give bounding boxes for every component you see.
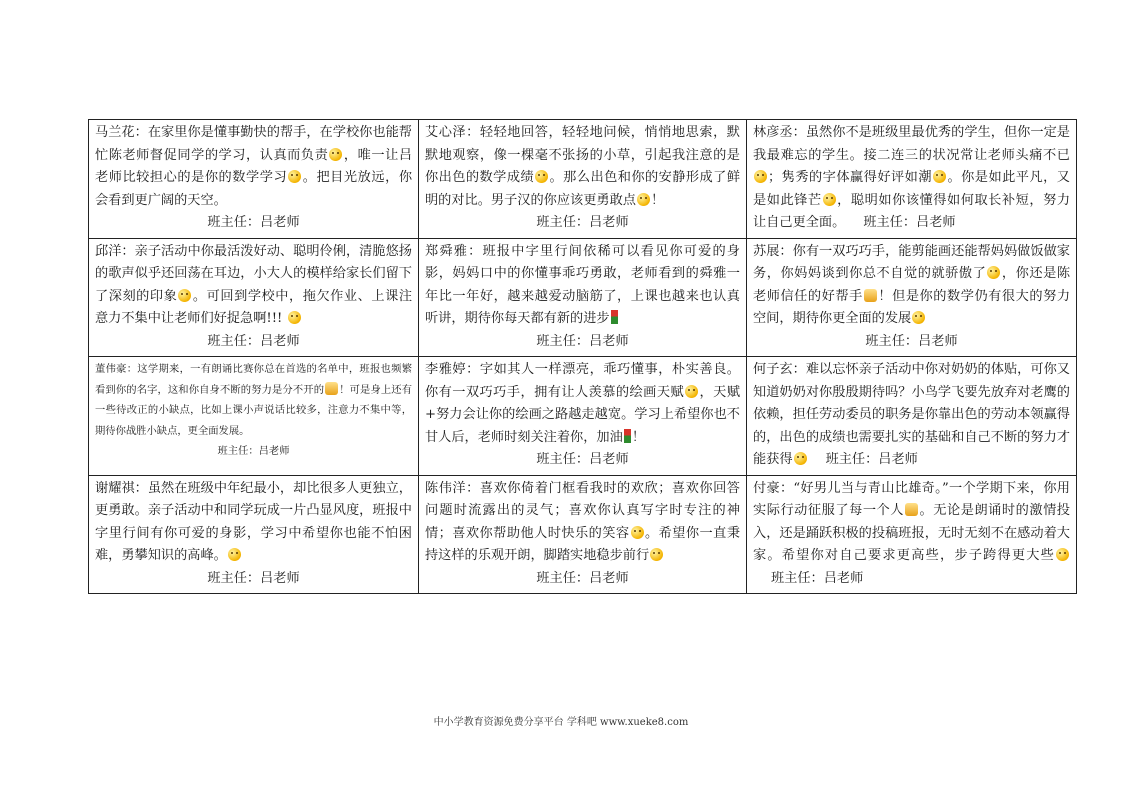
smile-icon bbox=[987, 266, 1000, 279]
comment-cell bbox=[747, 475, 1077, 594]
comment-text bbox=[95, 125, 412, 208]
comment-text bbox=[425, 244, 740, 327]
smile-icon bbox=[754, 170, 767, 183]
comment-text-fragment: 付豪：“好男儿当与青山比雄奇。”一个学期下来，你用实际行动征服了每一个人 bbox=[753, 480, 1070, 518]
comment-cell bbox=[419, 357, 747, 476]
footer-source: 中小学教育资源免费分享平台 学科吧 www.xueke8.com bbox=[433, 717, 689, 728]
comment-text bbox=[95, 363, 412, 437]
teacher-signature: 班主任：吕老师 bbox=[536, 215, 629, 230]
smile-icon bbox=[794, 452, 807, 465]
comment-text-fragment: ！可是身上还有一些待改正的小缺点，比如上课小声说话比较多，注意力不集中等，期待你战胜小缺点，更全面发展。 bbox=[95, 383, 413, 437]
comment-text-fragment: 李雅婷：字如其人一样漂亮，乖巧懂事，朴实善良。你有一双巧巧手，拥有让人羡慕的绘画天赋 bbox=[425, 362, 740, 400]
comment-text-fragment: 苏展：你有一双巧巧手，能剪能画还能帮妈妈做饭做家务，你妈妈谈到你总不自觉的就骄傲了 bbox=[753, 243, 1070, 281]
smile-icon bbox=[823, 193, 836, 206]
smile-icon bbox=[637, 193, 650, 206]
comment-text-fragment: 。你是如此平凡，又是如此锋芒 bbox=[753, 170, 1070, 208]
comment-cell bbox=[89, 120, 419, 239]
comment-text-fragment: 林彦丞：虽然你不是班级里最优秀的学生，但你一定是我最难忘的学生。接二连三的状况常让老师头痛不已 bbox=[753, 125, 1070, 163]
comment-cell bbox=[419, 120, 747, 239]
table-row bbox=[89, 357, 1077, 476]
comment-cell bbox=[89, 475, 419, 594]
comment-cell bbox=[747, 120, 1077, 239]
comment-text-fragment: ！ bbox=[651, 192, 665, 208]
smile-icon bbox=[912, 311, 925, 324]
comment-text-fragment: ；隽秀的字体赢得好评如潮 bbox=[768, 170, 932, 185]
teacher-signature: 班主任：吕老师 bbox=[865, 333, 958, 349]
comment-text bbox=[95, 481, 412, 564]
table-row bbox=[89, 238, 1077, 357]
comment-text bbox=[425, 362, 740, 445]
comment-text-fragment: 。希望你一直秉持这样的乐观开朗，脚踏实地稳步前行 bbox=[425, 525, 741, 563]
comment-text-fragment: 邱洋：亲子活动中你最活泼好动、聪明伶俐，清脆悠扬的歌声似乎还回荡在耳边，小大人的模样给家长们留下了深刻的印象 bbox=[95, 243, 412, 304]
comment-cell bbox=[419, 475, 747, 594]
comment-cell bbox=[89, 357, 419, 476]
comment-text bbox=[753, 244, 1070, 327]
smile-icon bbox=[685, 385, 698, 398]
smile-icon bbox=[650, 548, 663, 561]
comment-text-fragment: 何子玄：难以忘怀亲子活动中你对奶奶的体贴，可你又知道奶奶对你殷殷期待吗？小鸟学飞要先放弃对老鹰的依赖，担任劳动委员的职务是你靠出色的劳动本领赢得的，出色的成绩也需要扎实的基础和自己不断的努力才能获得 bbox=[753, 362, 1070, 467]
comment-text-fragment: ，唯一让吕老师比较担心的是你的数学学习 bbox=[95, 147, 413, 185]
smile-icon bbox=[1056, 548, 1069, 561]
rose-icon bbox=[624, 429, 631, 443]
teacher-signature: 班主任：吕老师 bbox=[863, 215, 956, 230]
comments-table bbox=[88, 119, 1077, 594]
teacher-signature: 班主任：吕老师 bbox=[536, 570, 629, 586]
table-row bbox=[89, 475, 1077, 594]
smile-icon bbox=[178, 289, 191, 302]
comment-text-fragment: 马兰花：在家里你是懂事勤快的帮手，在学校你也能帮忙陈老师督促同学的学习，认真而负责 bbox=[95, 125, 412, 163]
comment-text-fragment: 艾心泽：轻轻地回答，轻轻地问候，悄悄地思索，默默地观察，像一棵毫不张扬的小草，引起我注意的是你出色的数学成绩 bbox=[425, 125, 740, 185]
comment-text bbox=[425, 481, 740, 564]
smile-icon bbox=[933, 170, 946, 183]
table-row bbox=[89, 120, 1077, 239]
comment-text-fragment: 。把目光放远，你会看到更广阔的天空。 bbox=[95, 170, 413, 208]
comment-cell bbox=[747, 357, 1077, 476]
comment-text-fragment: 董伟豪：这学期来，一有朗诵比赛你总在首选的名单中，班报也频繁看到你的名字，这和你自身不断的努力是分不开的 bbox=[95, 363, 412, 396]
teacher-signature: 班主任：吕老师 bbox=[825, 452, 918, 467]
comment-text bbox=[425, 125, 740, 208]
smile-icon bbox=[288, 311, 301, 324]
teacher-signature: 班主任：吕老师 bbox=[771, 570, 864, 586]
comment-text bbox=[95, 244, 412, 327]
comment-text-fragment: 。无论是朗诵时的激情投入，还是踊跃积极的投稿班报，无时无刻不在感动着大家。希望你对自己要求更高些，步子跨得更大些 bbox=[753, 503, 1070, 563]
smile-icon bbox=[329, 148, 342, 161]
smile-icon bbox=[631, 526, 644, 539]
comment-text-fragment: 郑舜雅：班报中字里行间依稀可以看见你可爱的身影，妈妈口中的你懂事乖巧勇敢，老师看到的舜雅一年比一年好，越来越爱动脑筋了，上课也越来也认真听讲，期待你每天都有新的进步 bbox=[425, 243, 740, 326]
thumbs-up-icon bbox=[864, 289, 877, 302]
rose-icon bbox=[611, 310, 618, 324]
comment-text-fragment: ！ bbox=[631, 429, 645, 445]
comment-cell bbox=[419, 238, 747, 357]
teacher-signature: 班主任：吕老师 bbox=[207, 333, 300, 349]
smile-icon bbox=[535, 170, 548, 183]
smile-icon bbox=[288, 170, 301, 183]
teacher-signature: 班主任：吕老师 bbox=[536, 333, 629, 349]
comment-text bbox=[753, 481, 1070, 564]
comment-text-fragment: 陈伟洋：喜欢你倚着门框看我时的欢欣；喜欢你回答问题时流露出的灵气；喜欢你认真写字时专注的神情；喜欢你帮助他人时快乐的笑容 bbox=[425, 480, 740, 541]
comment-text-fragment: 谢耀祺：虽然在班级中年纪最小，却比很多人更独立，更勇敢。亲子活动中和同学玩成一片凸显风度，班报中字里行间有你可爱的身影，学习中希望你也能不怕困难，勇攀知识的高峰。 bbox=[95, 480, 412, 563]
teacher-signature: 班主任：吕老师 bbox=[536, 452, 629, 467]
comment-cell bbox=[747, 238, 1077, 357]
comment-text-fragment: 。可回到学校中，拖欠作业、上课注意力不集中让老师们好捉急啊!!! bbox=[95, 288, 413, 326]
thumbs-up-icon bbox=[905, 503, 918, 516]
comment-text-fragment: ，天赋+努力会让你的绘画之路越走越宽。学习上希望你也不甘人后，老师时刻关注着你，加油 bbox=[425, 384, 741, 445]
teacher-signature: 班主任：吕老师 bbox=[217, 445, 290, 457]
comment-text-fragment: ，你还是陈老师信任的好帮手 bbox=[753, 266, 1071, 304]
comment-cell bbox=[89, 238, 419, 357]
comment-text-fragment: ！但是你的数学仍有很大的努力空间，期待你更全面的发展 bbox=[753, 288, 1071, 326]
teacher-signature: 班主任：吕老师 bbox=[207, 570, 300, 586]
comment-text-fragment: 。那么出色和你的安静形成了鲜明的对比。男子汉的你应该更勇敢点 bbox=[425, 170, 741, 208]
teacher-signature: 班主任：吕老师 bbox=[207, 215, 300, 230]
thumbs-up-icon bbox=[325, 382, 338, 395]
smile-icon bbox=[228, 548, 241, 561]
comment-text-fragment: ，聪明如你该懂得如何取长补短，努力让自己更全面。 bbox=[753, 192, 1071, 230]
